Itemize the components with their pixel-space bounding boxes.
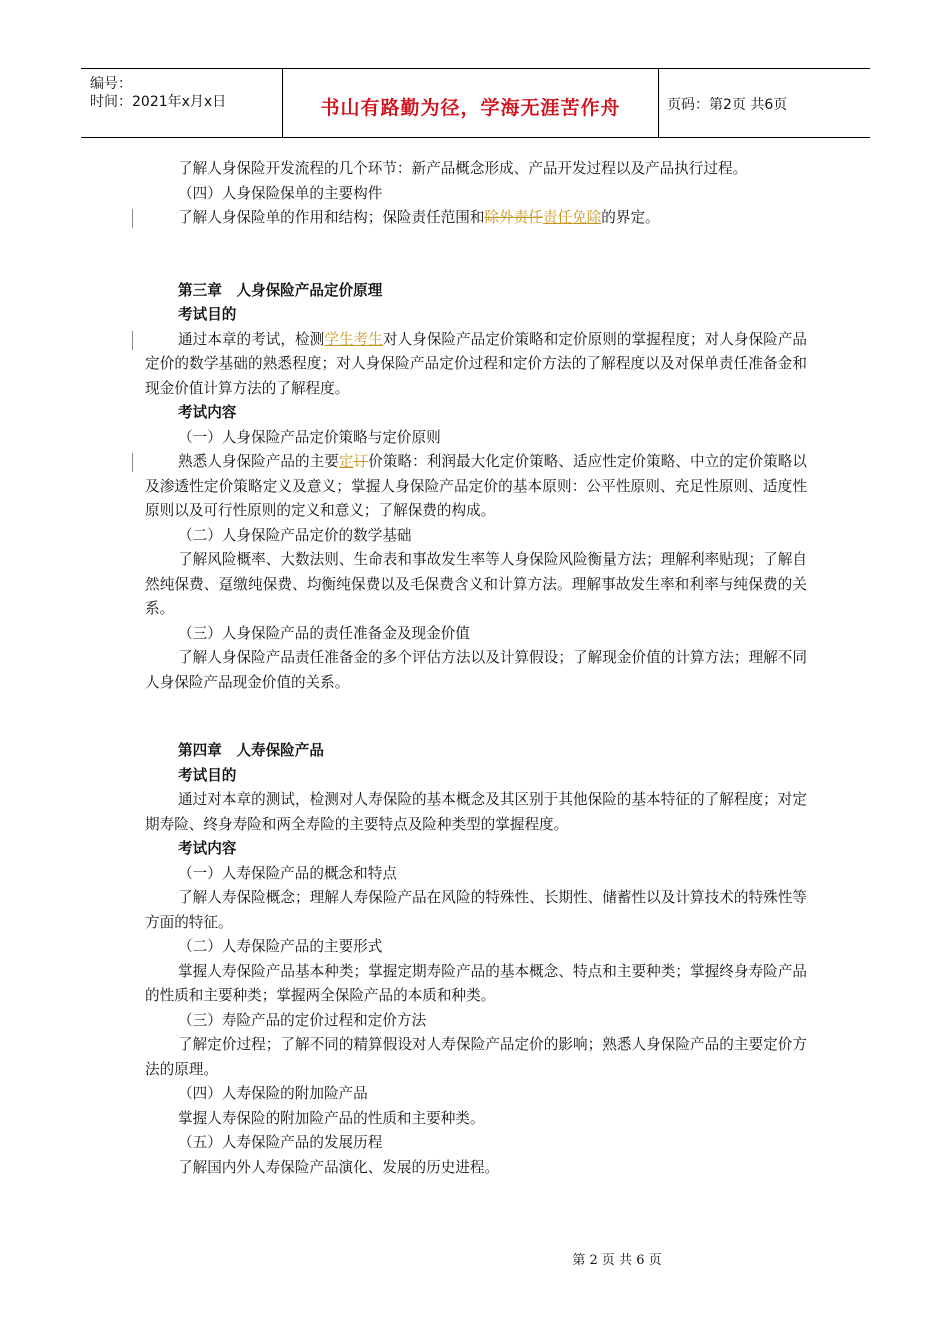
spacer [145, 231, 807, 279]
paragraph: 通过对本章的测试，检测对人寿保险的基本概念及其区别于其他保险的基本特征的了解程度；对定期寿险、终身寿险和两全寿险的主要特点及险种类型的掌握程度。 [145, 791, 807, 833]
paragraph-with-revision: 了解人身保险单的作用和结构；保险责任范围和除外责任责任免除的界定。 [145, 206, 807, 231]
page-label: 页码：第2页 共6页 [667, 97, 788, 113]
section-heading: （五）人寿保险产品的发展历程 [178, 1134, 383, 1151]
paragraph: 了解风险概率、大数法则、生命表和事故发生率等人身保险风险衡量方法；理解利率贴现；了解自然纯保费、趸缴纯保费、均衡纯保费以及毛保费含义和计算方法。理解事故发生率和利率与纯保费的关系。 [145, 551, 807, 617]
change-bar [132, 331, 133, 350]
section-heading: （一）人寿保险产品的概念和特点 [178, 864, 397, 882]
date-label: 时间：2021年x月x日 [90, 94, 227, 110]
inserted-text: 定 [338, 453, 354, 470]
subheading: 考试内容 [178, 840, 237, 857]
page-footer [0, 1249, 950, 1268]
spacer [145, 695, 807, 739]
deleted-text: 订 [353, 453, 369, 470]
header-middle-cell [283, 69, 659, 137]
inserted-text: 学生 [324, 330, 354, 348]
section-heading: （四）人寿保险的附加险产品 [178, 1085, 368, 1102]
paragraph: 了解定价过程；了解不同的精算假设对人寿保险产品定价的影响；熟悉人身保险产品的主要定价方法的原理。 [145, 1036, 807, 1078]
document-body [145, 157, 807, 1180]
chapter-title: 第四章 人寿保险产品 [178, 742, 324, 759]
paragraph: 掌握人寿保险的附加险产品的性质和主要种类。 [178, 1109, 485, 1127]
header-right-cell [659, 69, 870, 137]
change-bar [132, 209, 133, 228]
paragraph: 了解人寿保险概念；理解人寿保险产品在风险的特殊性、长期性、储蓄性以及计算技术的特殊性等方面的特征。 [145, 889, 807, 931]
section-heading: （一）人身保险产品定价策略与定价原则 [178, 428, 441, 446]
footer-page-number: 第 2 页 共 6 页 [572, 1253, 662, 1268]
paragraph: 了解人身保险开发流程的几个环节：新产品概念形成、产品开发过程以及产品执行过程。 [178, 160, 748, 177]
paragraph: 了解国内外人寿保险产品演化、发展的历史进程。 [178, 1158, 500, 1176]
subheading: 考试目的 [178, 766, 237, 784]
paragraph-with-revision: 熟悉人身保险产品的主要定订价策略：利润最大化定价策略、适应性定价策略、中立的定价策略以及渗透性定价策略定义及意义；掌握人身保险产品定价的基本原则：公平性原则、充足性原则、适度性原则以及可行性原则的定义和意义；了解保费的构成。 [145, 450, 807, 524]
section-heading: （二）人寿保险产品的主要形式 [178, 938, 383, 955]
chapter-title: 第三章 人身保险产品定价原理 [178, 281, 383, 299]
section-heading: （四）人身保险保单的主要构件 [178, 184, 383, 202]
section-heading: （三）寿险产品的定价过程和定价方法 [178, 1011, 427, 1029]
subheading: 考试内容 [178, 404, 237, 421]
paragraph-with-revision: 通过本章的考试，检测学生考生对人身保险产品定价策略和定价原则的掌握程度；对人身保险产品定价的数学基础的熟悉程度；对人身保险产品定价过程和定价方法的了解程度以及对保单责任准备金和现金价值计算方法的了解程度。 [145, 328, 807, 402]
section-heading: （二）人身保险产品定价的数学基础 [178, 526, 412, 544]
number-label: 编号： [90, 76, 132, 92]
change-bar [132, 453, 133, 472]
page-header [81, 68, 870, 138]
motto: 书山有路勤为径，学海无涯苦作舟 [320, 97, 621, 119]
paragraph: 了解人身保险产品责任准备金的多个评估方法以及计算假设；了解现金价值的计算方法；理解不同人身保险产品现金价值的关系。 [145, 649, 807, 691]
inserted-text: 责任免除 [542, 209, 602, 226]
inserted-text: 考生 [353, 330, 383, 348]
subheading: 考试目的 [178, 306, 237, 323]
section-heading: （三）人身保险产品的责任准备金及现金价值 [178, 624, 470, 642]
paragraph: 掌握人寿保险产品基本种类；掌握定期寿险产品的基本概念、特点和主要种类；掌握终身寿险产品的性质和主要种类；掌握两全保险产品的本质和种类。 [145, 962, 807, 1004]
deleted-text: 除外责任 [484, 209, 543, 226]
header-left-cell [81, 69, 283, 137]
